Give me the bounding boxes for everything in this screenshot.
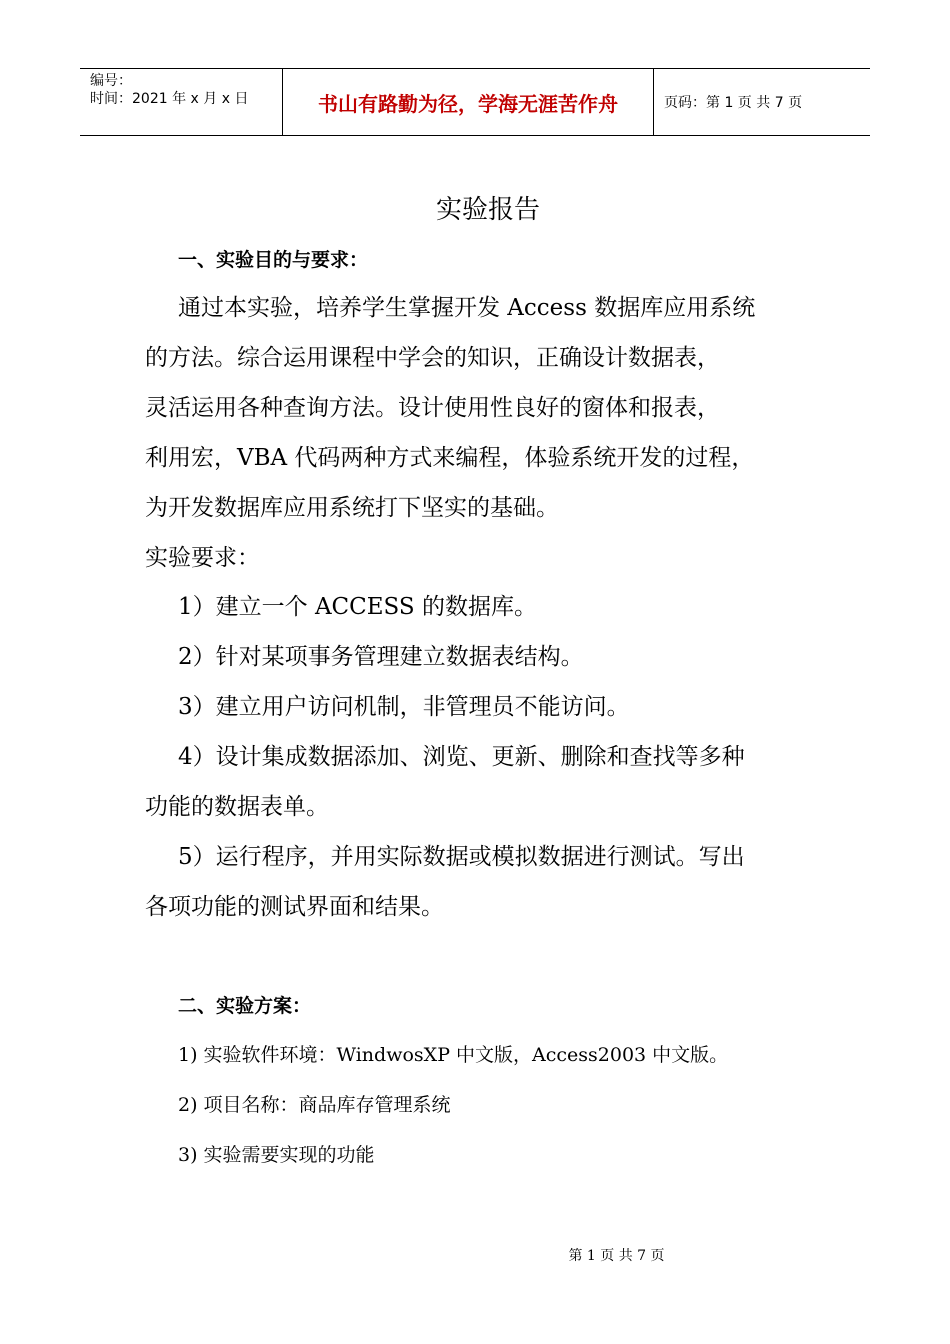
requirements-label: 实验要求：	[145, 545, 260, 571]
page-title: 实验报告	[435, 195, 540, 225]
purpose-line: 灵活运用各种查询方法。设计使用性良好的窗体和报表，	[145, 395, 720, 421]
header-number-label: 编号：	[90, 73, 132, 89]
requirement-line: 1）建立一个 ACCESS 的数据库。	[178, 594, 537, 620]
section2-heading: 二、实验方案：	[178, 995, 312, 1017]
document-header	[80, 68, 870, 136]
requirement-line: 5）运行程序，并用实际数据或模拟数据进行测试。写出	[178, 844, 745, 870]
plan-item: 1) 实验软件环境：WindwosXP 中文版，Access2003 中文版。	[178, 1044, 729, 1066]
header-motto: 书山有路勤为径，学海无涯苦作舟	[318, 91, 618, 116]
header-page-cell	[654, 69, 870, 135]
purpose-line: 利用宏，VBA 代码两种方式来编程，体验系统开发的过程，	[145, 445, 755, 471]
header-page-label: 页码：第 1 页 共 7 页	[664, 95, 803, 111]
requirement-line: 4）设计集成数据添加、浏览、更新、删除和查找等多种	[178, 744, 745, 770]
purpose-line: 通过本实验，培养学生掌握开发 Access 数据库应用系统	[178, 295, 756, 321]
purpose-line: 的方法。综合运用课程中学会的知识，正确设计数据表，	[145, 345, 720, 371]
header-motto-cell	[282, 69, 654, 135]
plan-item: 3) 实验需要实现的功能	[178, 1144, 375, 1166]
purpose-line: 为开发数据库应用系统打下坚实的基础。	[145, 495, 559, 521]
requirement-line: 各项功能的测试界面和结果。	[145, 894, 444, 920]
plan-item: 2) 项目名称：商品库存管理系统	[178, 1094, 451, 1116]
requirement-line: 2）针对某项事务管理建立数据表结构。	[178, 644, 584, 670]
page-footer: 第 1 页 共 7 页	[568, 1248, 665, 1264]
requirement-line: 功能的数据表单。	[145, 794, 329, 820]
requirement-line: 3）建立用户访问机制，非管理员不能访问。	[178, 694, 630, 720]
header-meta	[80, 69, 282, 135]
section1-heading: 一、实验目的与要求：	[178, 249, 369, 271]
header-time-label: 时间：2021 年 x 月 x 日	[90, 91, 249, 107]
